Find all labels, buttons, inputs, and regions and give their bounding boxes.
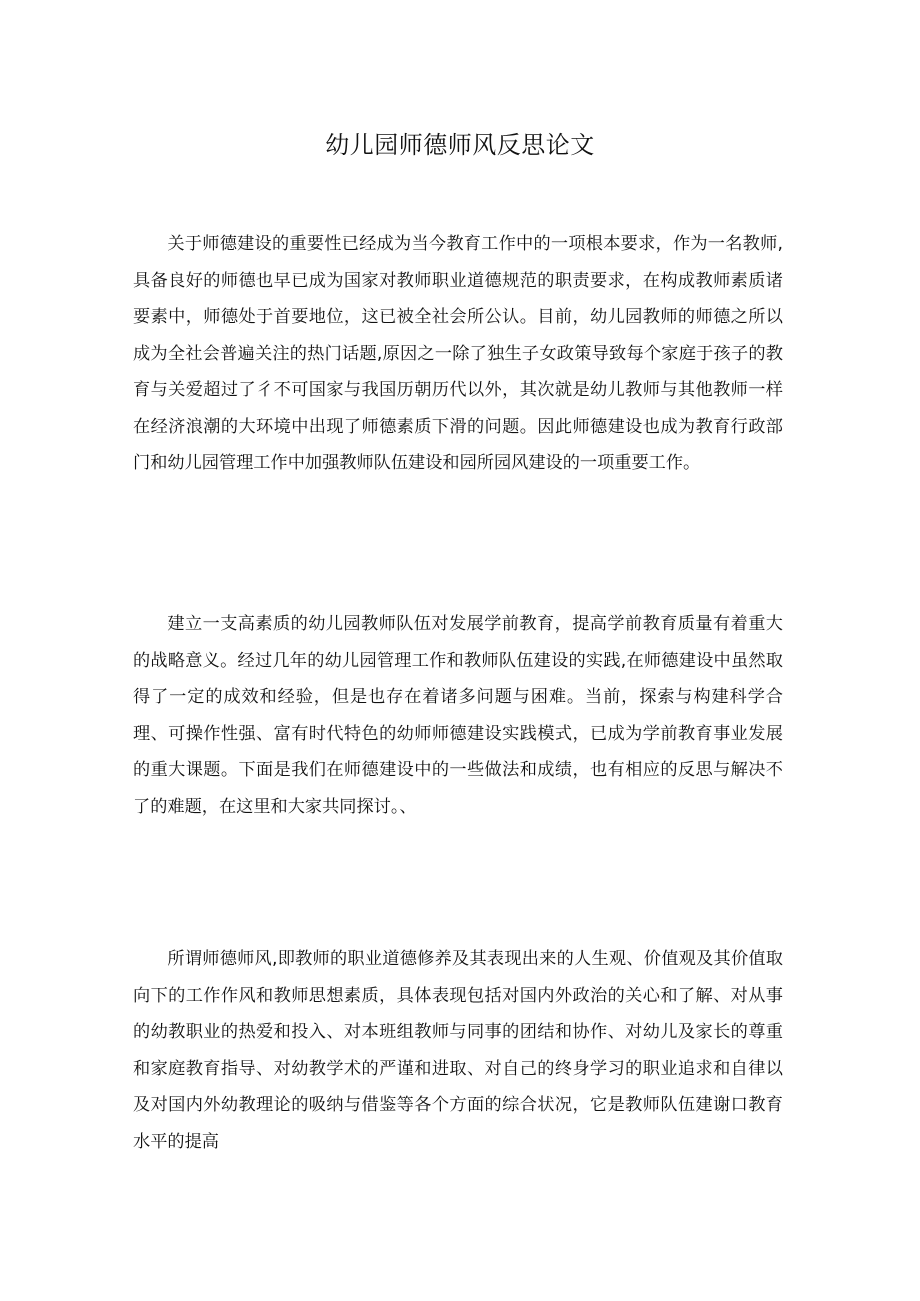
paragraph-3: 所谓师德师风,即教师的职业道德修养及其表现出来的人生观、价值观及其价值取向下的工作作风和教师思想素质，具体表现包括对国内外政治的关心和了解、对从事的幼教职业的热爱和投入、对本班组教师与同事的团结和协作、对幼儿及家长的尊重和家庭教育指导、对幼教学术的严谨和进取、对自己的终身学习的职业追求和自律以及对国内外幼教理论的吸纳与借鉴等各个方面的综合状况，它是教师队伍建谢口教育水平的提高	[133, 949, 783, 1152]
document-title: 幼儿园师德师风反思论文	[325, 131, 595, 159]
paragraph-1: 关于师德建设的重要性已经成为当今教育工作中的一项根本要求，作为一名教师,具备良好的师德也早已成为国家对教师职业道德规范的职责要求，在构成教师素质诸要素中，师德处于首要地位，这已被全社会所公认。目前，幼儿园教师的师德之所以成为全社会普遍关注的热门话题,原因之一除了独生子女政策导致每个家庭于孩子的教育与关爱超过了彳不可国家与我国历朝历代以外，其次就是幼儿教师与其他教师一样在经济浪潮的大环境中出现了师德素质下滑的问题。因此师德建设也成为教育行政部门和幼儿园管理工作中加强教师队伍建设和园所园风建设的一项重要工作。	[133, 234, 783, 473]
paragraph-2: 建立一支高素质的幼儿园教师队伍对发展学前教育，提高学前教育质量有着重大的战略意义。经过几年的幼儿园管理工作和教师队伍建设的实践,在师德建设中虽然取得了一定的成效和经验，但是也存在着诸多问题与困难。当前，探索与构建科学合理、可操作性强、富有时代特色的幼师师德建设实践模式，已成为学前教育事业发展的重大课题。下面是我们在师德建设中的一些做法和成绩，也有相应的反思与解决不了的难题，在这里和大家共同探讨。、	[133, 614, 783, 817]
